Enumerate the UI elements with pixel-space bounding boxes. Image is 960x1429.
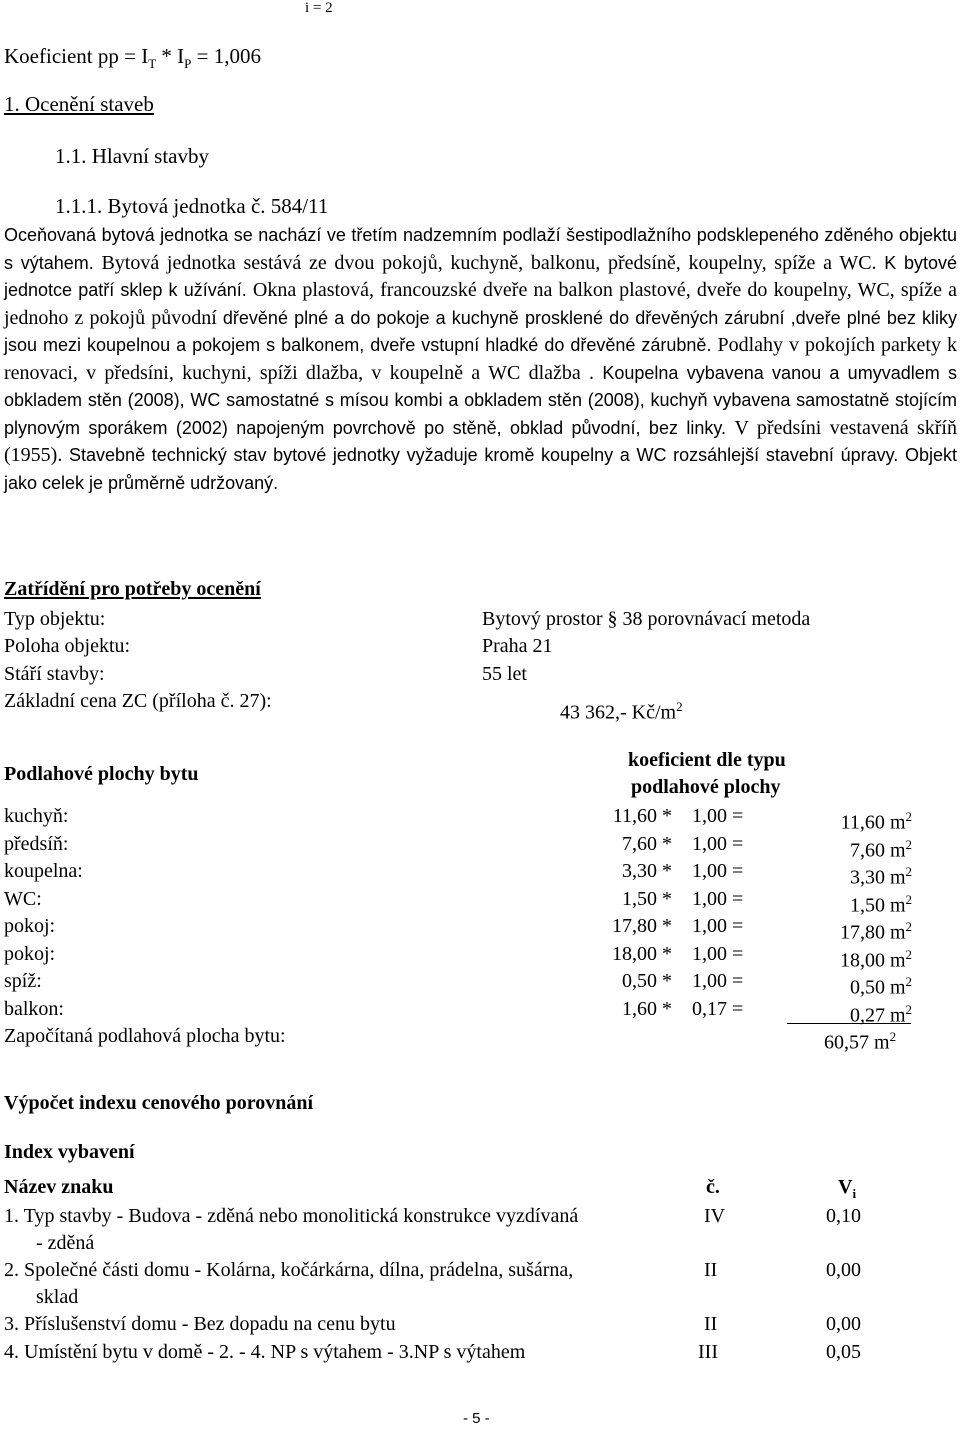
floor-row-unit-sup: 2	[905, 891, 912, 907]
index-row-name-cont: - zděná	[36, 1232, 95, 1254]
coef-mult: * I	[156, 44, 185, 68]
total-unit-sup: 2	[889, 1029, 897, 1044]
col-v-sub: i	[852, 1186, 857, 1201]
floor-row-unit: m	[889, 1004, 906, 1027]
classification-label: Poloha objektu:	[4, 635, 131, 657]
floor-row-unit-sup: 2	[905, 919, 912, 934]
coef-label: Koeficient pp = I	[4, 44, 149, 68]
description-segment: Okna plastová, francouzské dveře na balkon plastové, dveře do koupelny, WC, spíže a jednoho z pokojů původní	[4, 279, 957, 329]
index-row-name-cont: sklad	[36, 1286, 79, 1308]
floor-row-result-value: 11,60	[840, 811, 885, 834]
coef-sub-p: P	[184, 56, 192, 72]
description-segment: dřevěné plné a do pokoje a kuchyně prosklené do dřevěných zárubní ,dveře plné bez kliky jsou mezi koupelnou a pokojem s balkonem, dveře vstupní hladké do dřevěné zárubně.	[4, 307, 957, 355]
floor-row-coef: 1,00 =	[692, 942, 744, 965]
index-row-name: 4. Umístění bytu v domě - 2. - 4. NP s výtahem - 3.NP s výtahem	[4, 1341, 526, 1363]
floor-row-coef: 1,00 =	[692, 805, 744, 827]
floor-row-result-value: 0,50	[849, 976, 885, 999]
index-row-v: 0,00	[826, 1313, 861, 1335]
index-row-no: III	[698, 1341, 718, 1363]
floor-row-unit-sup: 2	[905, 1001, 912, 1017]
heading-3: 1.1.1. Bytová jednotka č. 584/11	[55, 194, 329, 218]
floor-row-coef: 0,17 =	[692, 997, 744, 1020]
floor-row-unit-sup: 2	[905, 974, 912, 989]
description-segment: Bytová jednotka sestává ze dvou pokojů, kuchyně, balkonu, předsíně, koupelny, spíže a WC.	[101, 251, 885, 274]
coef-value: = 1,006	[191, 44, 261, 68]
index-row-no: IV	[704, 1205, 726, 1227]
classification-value-sup: 2	[676, 699, 683, 714]
floor-row-result-value: 0,27	[849, 1004, 885, 1027]
classification-value	[560, 693, 683, 727]
classification-value-text: 43 362,- Kč/m	[560, 701, 677, 724]
col-no-header: č.	[706, 1176, 720, 1198]
description-segment: Koupelna vybavena vanou a umyvadlem s obkladem stěn (2008), WC samostatné s mísou kombi a obkladem stěn (2008), kuchyň vybavena samostatně stojícím plynovým sporákem (2002) napojeným povrchově po stěně, obklad původní, bez linky.	[4, 362, 958, 438]
floor-row-unit: m	[889, 811, 906, 834]
coef-sub-t: T	[148, 56, 157, 72]
heading-1: 1. Ocenění staveb	[4, 92, 154, 116]
floor-row-result-value: 3,30	[849, 866, 885, 889]
coef-header-1: koeficient dle typu	[628, 749, 786, 771]
index-row-no: II	[704, 1259, 718, 1281]
classification-value-text: 55 let	[482, 663, 527, 685]
classification-label: Stáří stavby:	[4, 663, 105, 685]
total-unit: m	[874, 1031, 890, 1054]
floor-row-coef: 1,00 =	[692, 915, 744, 937]
index-row-name: 1. Typ stavby - Budova - zděná nebo monolitická konstrukce vyzdívaná	[4, 1205, 579, 1227]
classification-value	[482, 606, 810, 633]
floor-row-area: 11,60 *	[612, 805, 672, 827]
classification-heading: Zatřídění pro potřeby ocenění	[4, 578, 261, 600]
classification-label: Typ objektu:	[4, 608, 106, 630]
classification-value-text: Bytový prostor § 38 porovnávací metoda	[482, 608, 811, 630]
floor-row-area: 0,50 *	[622, 970, 672, 992]
floor-row-unit-sup: 2	[905, 809, 912, 824]
index-subheading: Index vybavení	[4, 1141, 135, 1163]
floor-row-coef: 1,00 =	[692, 832, 744, 855]
index-row-name: 3. Příslušenství domu - Bez dopadu na cenu bytu	[4, 1313, 396, 1335]
description-paragraph	[4, 222, 957, 497]
total-number: 60,57	[824, 1031, 869, 1054]
floor-row-unit: m	[889, 921, 906, 944]
floor-row-area: 7,60 *	[622, 832, 672, 855]
floor-row-label: pokoj:	[4, 942, 56, 965]
classification-value	[482, 661, 527, 688]
floor-row-unit: m	[889, 949, 906, 972]
description-segment: Oceňovaná bytová jednotka se nachází ve třetím nadzemním podlaží šestipodlažního podsklepeného zděného objektu s výtahem.	[4, 225, 957, 273]
floor-row-unit-sup: 2	[905, 864, 912, 879]
floor-row-coef: 1,00 =	[692, 860, 744, 882]
index-heading: Výpočet indexu cenového porovnání	[4, 1092, 314, 1114]
description-segment: Podlahy v pokojích parkety k renovaci, v předsíni, kuchyni, spíži dlažba, v koupelně a WC dlažba .	[4, 334, 957, 384]
description-segment: Stavebně technický stav bytové jednotky vyžaduje kromě koupelny a WC rozsáhlejší stavební úpravy. Objekt jako celek je průměrně udržovaný.	[4, 445, 958, 493]
floor-row-area: 18,00 *	[612, 942, 672, 965]
index-row-name: 2. Společné části domu - Kolárna, kočárkárna, dílna, prádelna, sušárna,	[4, 1259, 574, 1281]
coef-header-2: podlahové plochy	[631, 776, 781, 798]
header-note: i = 2	[305, 0, 333, 16]
col-v-label: V	[838, 1176, 853, 1198]
description-segment: V předsíni vestavená skříň (1955).	[4, 416, 957, 466]
floor-row-result-value: 18,00	[839, 949, 885, 972]
floor-row-unit-sup: 2	[905, 946, 912, 962]
floor-row-label: předsíň:	[4, 832, 69, 855]
floor-row-coef: 1,00 =	[692, 887, 744, 910]
floor-row-result-value: 17,80	[839, 921, 885, 944]
floor-row-unit: m	[889, 976, 906, 999]
floor-row-area: 1,60 *	[622, 997, 672, 1020]
index-row-v: 0,00	[826, 1259, 861, 1281]
floor-row-unit-sup: 2	[905, 836, 912, 852]
floor-row-coef: 1,00 =	[692, 970, 744, 992]
coefficient-line	[4, 44, 261, 72]
floor-row-label: balkon:	[4, 997, 64, 1020]
floor-row-area: 17,80 *	[612, 915, 672, 937]
floor-row-result-value: 1,50	[849, 894, 885, 917]
floor-row-label: kuchyň:	[4, 805, 69, 827]
page-number: - 5 -	[463, 1410, 490, 1427]
heading-2: 1.1. Hlavní stavby	[55, 144, 209, 168]
total-value	[824, 1023, 896, 1057]
floor-heading: Podlahové plochy bytu	[4, 763, 199, 785]
floor-row-label: WC:	[4, 887, 42, 910]
total-label: Započítaná podlahová plocha bytu:	[4, 1025, 286, 1047]
classification-value-text: Praha 21	[482, 635, 553, 657]
floor-row-unit: m	[889, 866, 906, 889]
index-row-no: II	[704, 1313, 718, 1335]
floor-row-unit: m	[889, 894, 906, 917]
floor-row-label: pokoj:	[4, 915, 56, 937]
floor-row-area: 1,50 *	[622, 887, 672, 910]
floor-row-unit: m	[889, 839, 906, 862]
floor-row-result-value: 7,60	[849, 839, 885, 862]
description-segment: K bytové jednotce patří sklep k užívání.	[4, 252, 958, 300]
classification-value	[482, 633, 553, 660]
floor-row-area: 3,30 *	[622, 860, 672, 882]
col-name-header: Název znaku	[4, 1176, 114, 1198]
floor-row-label: koupelna:	[4, 860, 83, 882]
index-row-v: 0,05	[826, 1341, 861, 1363]
floor-row-label: spíž:	[4, 970, 42, 992]
classification-label: Základní cena ZC (příloha č. 27):	[4, 690, 272, 712]
index-row-v: 0,10	[826, 1205, 861, 1227]
